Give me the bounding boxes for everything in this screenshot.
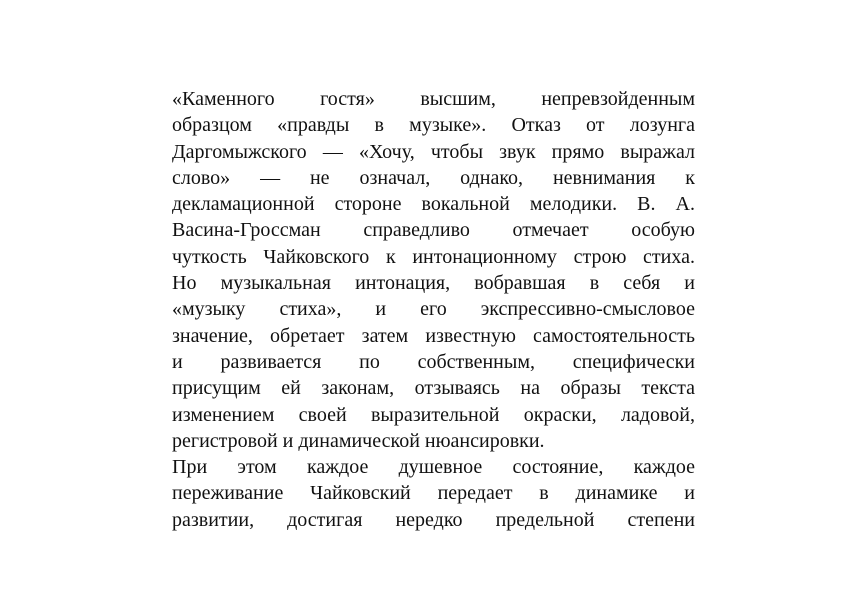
text-line: изменением своей выразительной окраски, ладовой, <box>172 403 695 426</box>
text-line: переживание Чайковский передает в динамике и <box>172 482 695 505</box>
text-line: образцом «правды в музыке». Отказ от лозунга <box>172 114 695 137</box>
text-line: развитии, достигая нередко предельной степени <box>172 508 695 531</box>
text-line: При этом каждое душевное состояние, каждое <box>172 456 695 479</box>
text-line: Но музыкальная интонация, вобравшая в себя и <box>172 272 695 295</box>
text-line: значение, обретает затем известную самостоятельность <box>172 324 695 347</box>
text-line: чуткость Чайковского к интонационному строю стиха. <box>172 245 695 268</box>
body-text <box>172 86 695 533</box>
text-line: регистровой и динамической нюансировки. <box>172 429 545 452</box>
text-line: декламационной стороне вокальной мелодики. В. А. <box>172 193 695 216</box>
text-line: и развивается по собственным, специфически <box>172 350 695 373</box>
text-line: слово» — не означал, однако, невнимания к <box>172 166 695 189</box>
text-line: Васина-Гроссман справедливо отмечает особую <box>172 219 695 242</box>
text-line: Даргомыжского — «Хочу, чтобы звук прямо выражал <box>172 140 695 163</box>
text-line: «музыку стиха», и его экспрессивно-смысловое <box>172 298 695 321</box>
text-line: «Каменного гостя» высшим, непревзойденным <box>172 88 695 110</box>
paragraph-1 <box>172 86 695 454</box>
text-line: присущим ей законам, отзываясь на образы текста <box>172 377 695 400</box>
paragraph-2 <box>172 454 695 533</box>
